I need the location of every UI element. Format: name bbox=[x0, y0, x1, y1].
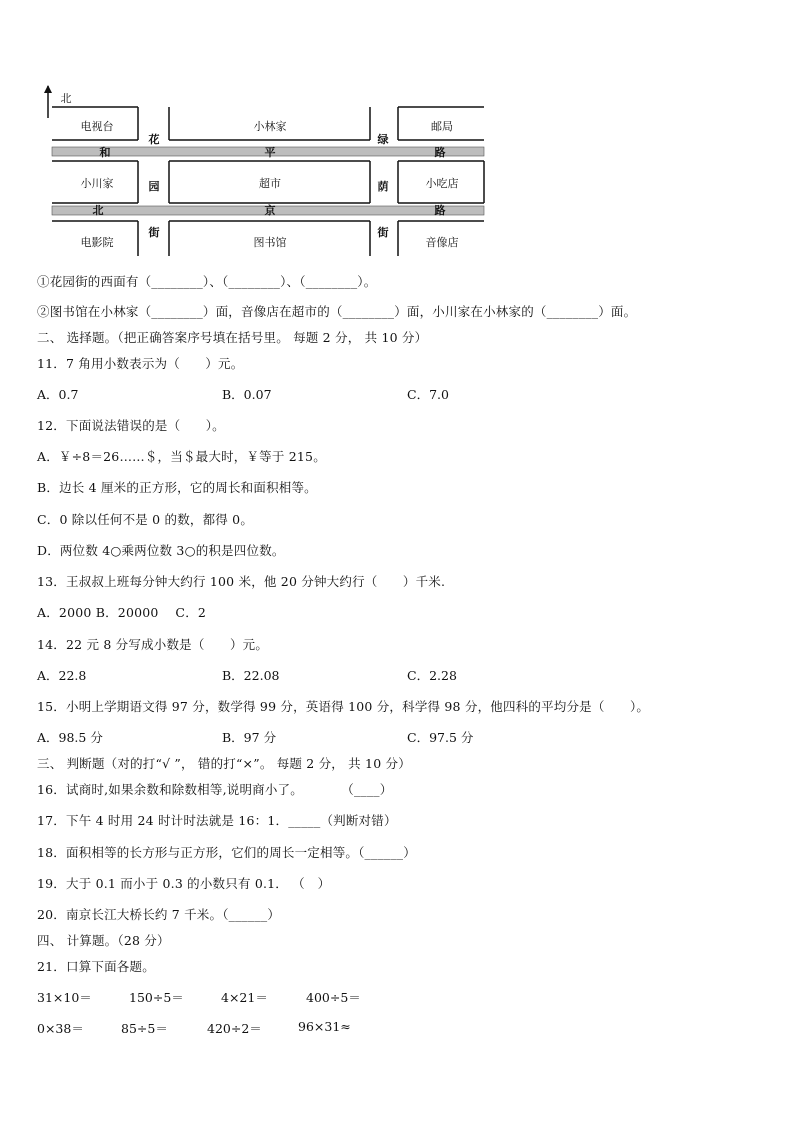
question-18: 18．面积相等的长方形与正方形，它们的周长一定相等。（______） bbox=[37, 845, 416, 860]
block-post: 邮局 bbox=[431, 120, 453, 133]
q12-option-d: D．两位数 4○乘两位数 3○的积是四位数。 bbox=[37, 543, 285, 558]
calc-item: 96×31≈ bbox=[298, 1019, 351, 1034]
q11-option-a: A．0.7 bbox=[37, 387, 79, 402]
block-snack: 小吃店 bbox=[425, 177, 459, 190]
q13-options: A．2000 B．20000 C．2 bbox=[37, 605, 207, 620]
question-20: 20．南京长江大桥长约 7 千米。（______） bbox=[37, 907, 281, 922]
street-lvyin-3: 街 bbox=[377, 226, 389, 239]
q14-option-b: B．22.08 bbox=[222, 668, 280, 683]
map-lines bbox=[40, 84, 490, 259]
road-beijing-3: 路 bbox=[434, 204, 446, 217]
block-cinema: 电影院 bbox=[80, 236, 114, 249]
road-heping-3: 路 bbox=[434, 146, 446, 159]
section-3-heading: 三、 判断题（对的打“√ ”， 错的打“×”。 每题 2 分， 共 10 分） bbox=[37, 756, 411, 771]
street-map bbox=[40, 84, 490, 259]
question-19: 19．大于 0.1 而小于 0.3 的小数只有 0.1． （ ） bbox=[37, 876, 331, 891]
block-xiaochuan: 小川家 bbox=[80, 177, 114, 190]
q12-option-c: C．0 除以任何不是 0 的数，都得 0。 bbox=[37, 512, 254, 527]
q11-option-b: B．0.07 bbox=[222, 387, 272, 402]
block-tv: 电视台 bbox=[80, 120, 114, 133]
block-supermarket: 超市 bbox=[259, 177, 281, 190]
calc-item: 4×21＝ bbox=[221, 990, 268, 1005]
street-lvyin-1: 绿 bbox=[377, 133, 389, 146]
road-beijing-2: 京 bbox=[264, 204, 276, 217]
q14-option-a: A．22.8 bbox=[37, 668, 87, 683]
question-13: 13．王叔叔上班每分钟大约行 100 米，他 20 分钟大约行（ ）千米. bbox=[37, 574, 446, 589]
q11-option-c: C．7.0 bbox=[407, 387, 449, 402]
street-huayuan-1: 花 bbox=[148, 133, 160, 146]
question-17: 17．下午 4 时用 24 时计时法就是 16：1．_____（判断对错） bbox=[37, 813, 397, 828]
question-map-1: ①花园街的西面有（________）、（________）、（________）。 bbox=[37, 274, 377, 289]
question-map-2: ②图书馆在小林家（________）面，音像店在超市的（________）面，小川家在小林家的（________）面。 bbox=[37, 304, 637, 319]
calc-item: 420÷2＝ bbox=[207, 1021, 262, 1036]
question-11: 11．7 角用小数表示为（ ）元。 bbox=[37, 356, 244, 371]
question-12: 12．下面说法错误的是（ ）。 bbox=[37, 418, 225, 433]
calc-item: 85÷5＝ bbox=[121, 1021, 168, 1036]
q12-option-a: A．￥÷8＝26……＄，当＄最大时，￥等于 215。 bbox=[37, 449, 326, 464]
q14-option-c: C．2.28 bbox=[407, 668, 457, 683]
question-16: 16．试商时,如果余数和除数相等,说明商小了。 （____） bbox=[37, 782, 393, 797]
q15-option-b: B．97 分 bbox=[222, 730, 277, 745]
calc-item: 0×38＝ bbox=[37, 1021, 84, 1036]
road-beijing-1: 北 bbox=[92, 204, 104, 217]
block-music: 音像店 bbox=[425, 236, 459, 249]
street-huayuan-3: 街 bbox=[148, 226, 160, 239]
q12-option-b: B．边长 4 厘米的正方形，它的周长和面积相等。 bbox=[37, 480, 317, 495]
north-label: 北 bbox=[60, 92, 72, 105]
q15-option-a: A．98.5 分 bbox=[37, 730, 103, 745]
road-heping-1: 和 bbox=[99, 146, 111, 159]
block-xiaolin: 小林家 bbox=[253, 120, 287, 133]
question-15: 15．小明上学期语文得 97 分，数学得 99 分，英语得 100 分，科学得 98 分，他四科的平均分是（ ）。 bbox=[37, 699, 650, 714]
section-2-heading: 二、 选择题。（把正确答案序号填在括号里。 每题 2 分， 共 10 分） bbox=[37, 330, 428, 345]
calc-item: 150÷5＝ bbox=[129, 990, 184, 1005]
q15-option-c: C．97.5 分 bbox=[407, 730, 474, 745]
question-21: 21．口算下面各题。 bbox=[37, 959, 155, 974]
calc-item: 400÷5＝ bbox=[306, 990, 361, 1005]
street-huayuan-2: 园 bbox=[148, 180, 160, 193]
road-heping-2: 平 bbox=[264, 146, 276, 159]
question-14: 14．22 元 8 分写成小数是（ ）元。 bbox=[37, 637, 269, 652]
street-lvyin-2: 荫 bbox=[377, 180, 389, 193]
block-library: 图书馆 bbox=[253, 236, 287, 249]
section-4-heading: 四、 计算题。（28 分） bbox=[37, 933, 170, 948]
calc-item: 31×10＝ bbox=[37, 990, 92, 1005]
